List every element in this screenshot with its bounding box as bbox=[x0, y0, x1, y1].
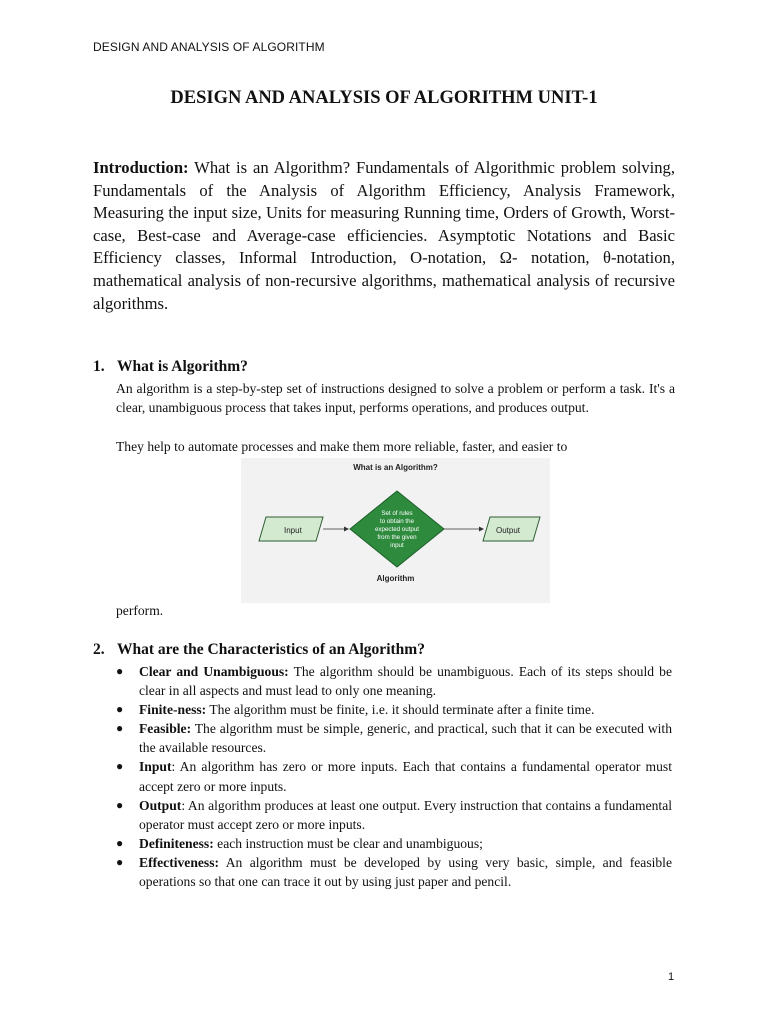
diamond-line-3: expected output bbox=[374, 526, 420, 533]
list-item bbox=[116, 853, 672, 891]
list-item bbox=[116, 834, 672, 853]
page-number: 1 bbox=[668, 971, 675, 983]
bullet-icon: ● bbox=[116, 664, 124, 678]
list-item bbox=[116, 662, 672, 700]
section-2-heading bbox=[93, 641, 425, 659]
bullet-icon: ● bbox=[116, 759, 124, 774]
section-2-number: 2. bbox=[93, 641, 105, 658]
running-header: DESIGN AND ANALYSIS OF ALGORITHM bbox=[93, 40, 325, 54]
list-item-text: : An algorithm produces at least one output. Every instruction that contains a fundamental operator must accept zero or more inputs. bbox=[139, 797, 672, 832]
list-item bbox=[116, 719, 672, 757]
bullet-icon: ● bbox=[116, 797, 124, 812]
section-1-number: 1. bbox=[93, 358, 105, 375]
list-item-text: : An algorithm has zero or more inputs. Each that contains a fundamental operator must accept zero or more inputs. bbox=[139, 759, 672, 794]
bullet-icon: ● bbox=[116, 854, 124, 869]
input-label: Input bbox=[284, 526, 302, 535]
bullet-icon: ● bbox=[116, 721, 124, 736]
list-item-text: The algorithm should be unambiguous. Each of its steps should be clear in all aspects and must lead to only one meaning. bbox=[139, 664, 672, 699]
diagram-title: What is an Algorithm? bbox=[353, 463, 438, 472]
algorithm-diagram bbox=[241, 458, 550, 603]
output-arrowhead bbox=[479, 527, 484, 532]
intro-text: What is an Algorithm? Fundamentals of Algorithmic problem solving, Fundamentals of the Analysis of Algorithm Efficiency, Analysis Framework, Measuring the input size, Units for measuring Running time, Orders of Growth, Worst-case, Best-case and Average-case efficiencies. Asymptotic Notations and Basic Efficiency classes, Informal Introduction, O-notation, Ω- notation, θ-notation, mathematical analysis of non-recursive algorithms, mathematical analysis of recursive algorithms. bbox=[93, 158, 675, 313]
list-item-term: Input bbox=[139, 759, 172, 775]
intro-label: Introduction: bbox=[93, 158, 189, 177]
section-2-title: What are the Characteristics of an Algorithm? bbox=[117, 641, 425, 658]
list-item-term: Output bbox=[139, 797, 182, 813]
bullet-icon: ● bbox=[116, 702, 124, 717]
bullet-icon: ● bbox=[116, 835, 124, 850]
diamond-line-5: input bbox=[390, 542, 404, 549]
output-label: Output bbox=[496, 526, 521, 535]
diamond-line-4: from the given bbox=[377, 534, 417, 541]
list-item-text: each instruction must be clear and unambiguous; bbox=[213, 835, 483, 851]
list-item bbox=[116, 796, 672, 834]
diamond-line-2: to obtain the bbox=[379, 518, 415, 525]
section-1-paragraph-2-end: perform. bbox=[116, 603, 164, 618]
page-title: DESIGN AND ANALYSIS OF ALGORITHM UNIT-1 bbox=[170, 88, 598, 108]
list-item-term: Feasible: bbox=[139, 721, 192, 737]
list-item-term: Effectiveness: bbox=[139, 854, 220, 870]
input-arrowhead bbox=[344, 527, 349, 532]
list-item bbox=[116, 757, 672, 795]
section-1-title: What is Algorithm? bbox=[117, 358, 248, 375]
list-item-term: Definiteness: bbox=[139, 835, 214, 851]
list-item-term: Clear and Unambiguous: bbox=[139, 664, 289, 679]
list-item-text: An algorithm must be developed by using very basic, simple, and feasible operations so that one can trace it out by using just paper and pencil. bbox=[139, 854, 672, 890]
section-1-heading bbox=[93, 358, 248, 376]
section-1-paragraph-2: They help to automate processes and make them more reliable, faster, and easier to bbox=[116, 439, 568, 454]
section-1-paragraph-1: An algorithm is a step-by-step set of instructions designed to solve a problem or perform a task. It's a clear, unambiguous process that takes input, performs operations, and produces output. bbox=[116, 381, 675, 415]
list-item-term: Finite-ness: bbox=[139, 702, 207, 718]
characteristics-list bbox=[116, 662, 672, 891]
diamond-line-1: Set of rules bbox=[381, 510, 413, 517]
list-item-text: The algorithm must be finite, i.e. it should terminate after a finite time. bbox=[206, 702, 595, 718]
list-item-text: The algorithm must be simple, generic, and practical, such that it can be executed with the available resources. bbox=[139, 721, 672, 756]
diagram-caption: Algorithm bbox=[376, 574, 415, 583]
list-item bbox=[116, 700, 672, 719]
introduction-paragraph bbox=[93, 157, 675, 315]
